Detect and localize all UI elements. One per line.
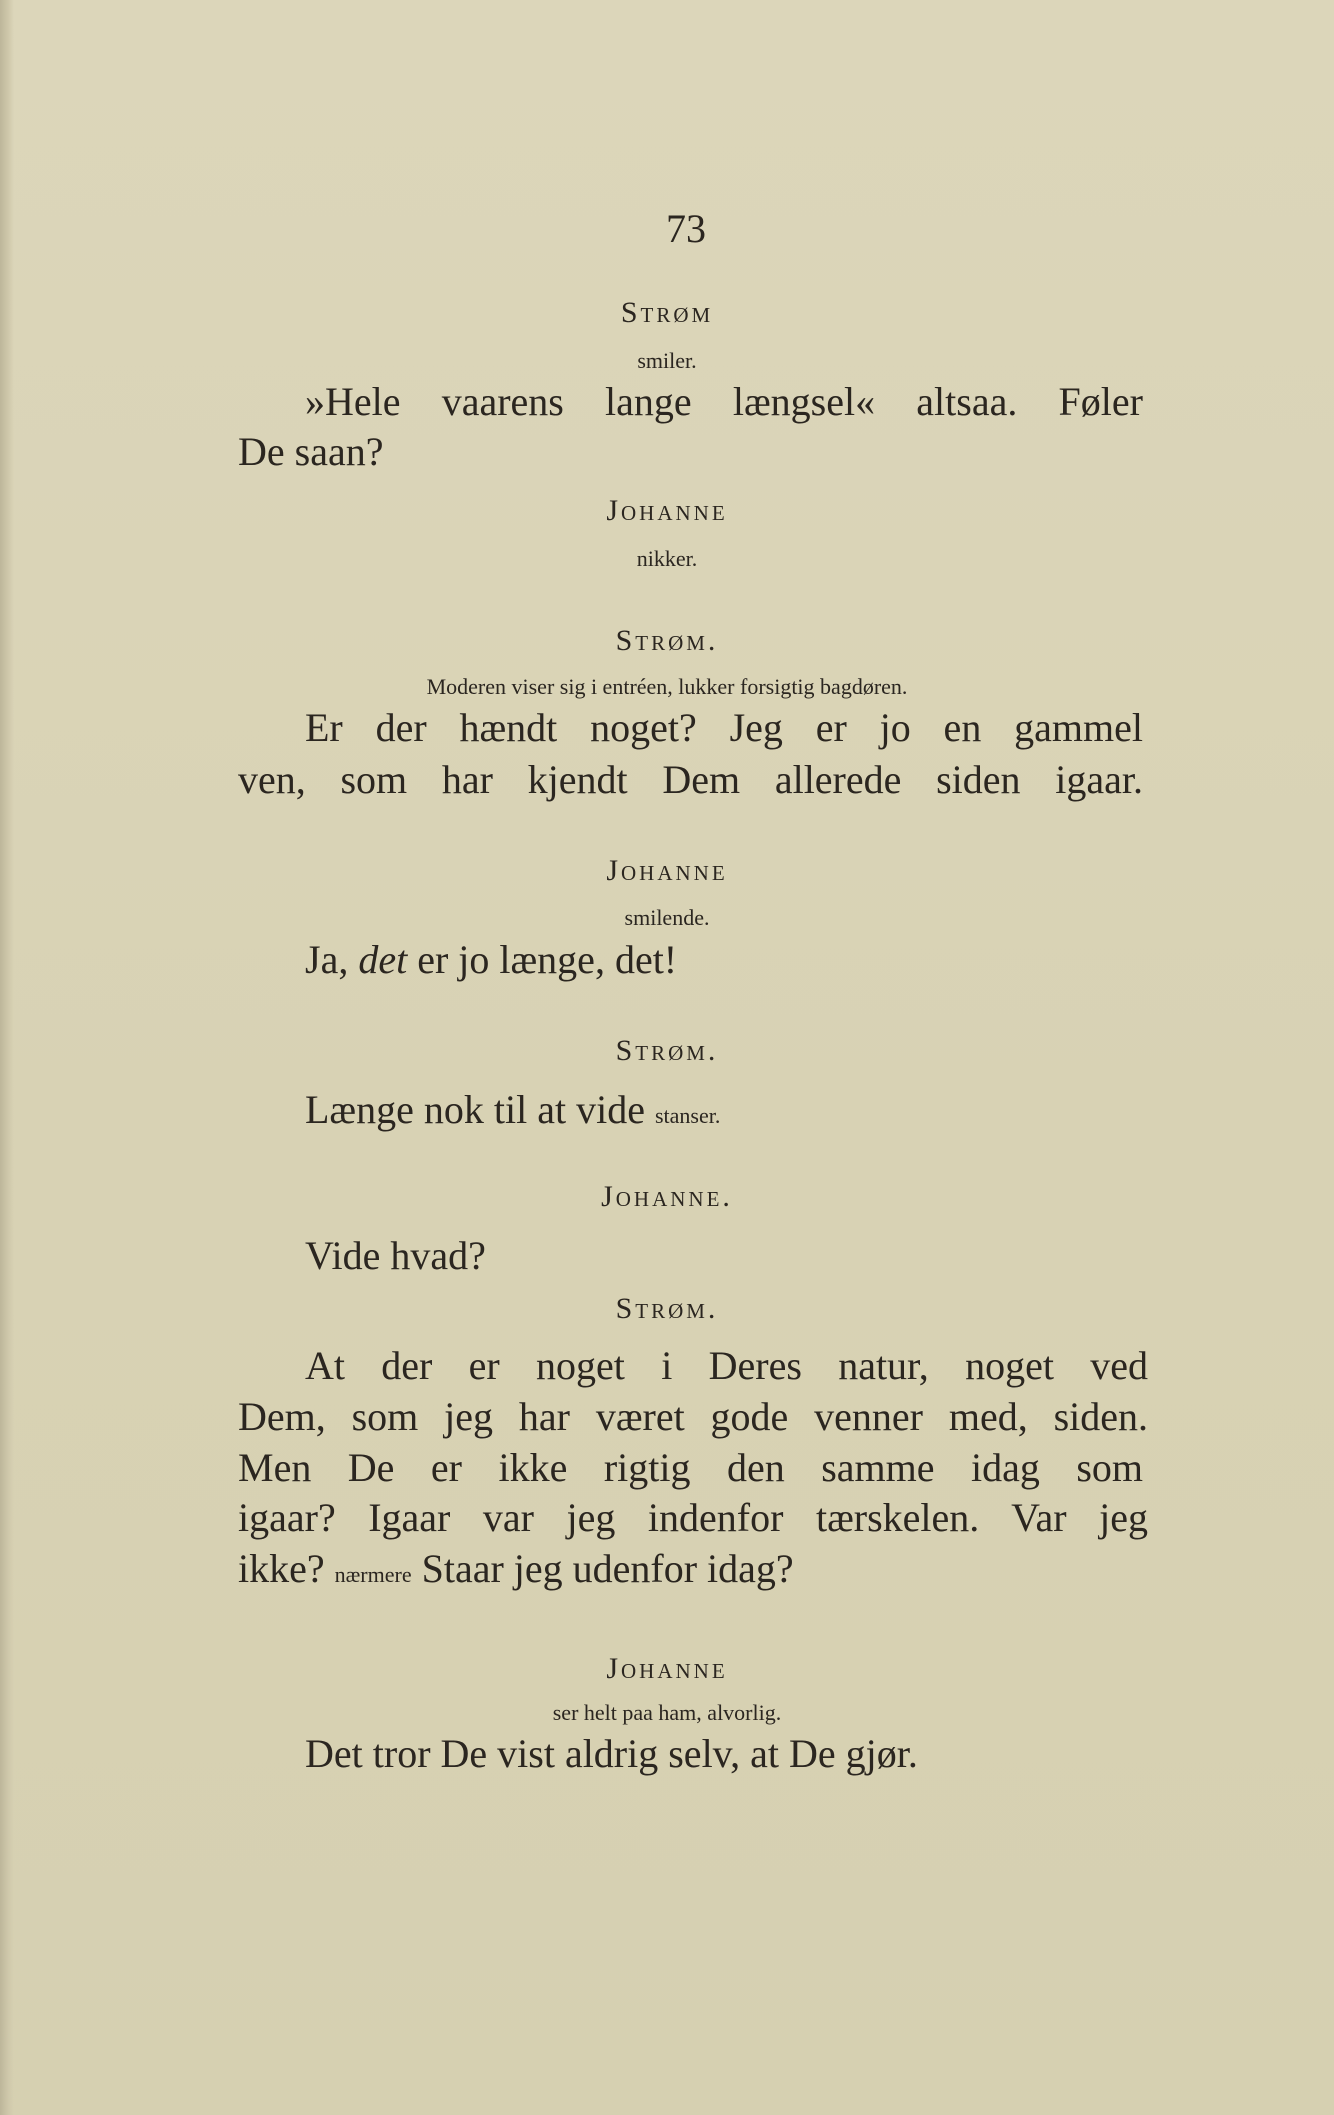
dialogue-line: igaar? Igaar var jeg indenfor tærskelen. Var jeg <box>238 1495 1148 1540</box>
speaker-name: Johanne <box>606 1652 728 1685</box>
dialogue-text: ikke? <box>238 1546 325 1591</box>
dialogue-text: Ja, <box>305 937 359 982</box>
dialogue-line: Dem, som jeg har været gode venner med, siden. <box>238 1394 1148 1439</box>
dialogue-line: Vide hvad? <box>305 1233 486 1278</box>
stage-direction: Moderen viser sig i entréen, lukker forsigtig bagdøren. <box>426 674 908 699</box>
stage-direction: smiler. <box>637 348 697 373</box>
speaker-name: Strøm. <box>615 624 719 657</box>
dialogue-text: Længe nok til at vide <box>305 1087 645 1132</box>
speaker-name: Strøm. <box>615 1034 719 1067</box>
stage-direction: nikker. <box>636 546 698 571</box>
stage-direction: ser helt paa ham, alvorlig. <box>552 1700 782 1725</box>
speaker-name: Johanne <box>606 494 728 527</box>
speaker-name: Johanne <box>606 854 728 887</box>
dialogue-line <box>238 1545 794 1592</box>
dialogue-text: Staar jeg udenfor idag? <box>421 1546 794 1591</box>
dialogue-line <box>305 1086 720 1133</box>
speaker-name: Strøm <box>620 296 714 329</box>
speaker-name: Strøm. <box>615 1292 719 1325</box>
speaker-name: Johanne. <box>601 1180 733 1213</box>
emphasized-word: det <box>358 937 408 982</box>
dialogue-line: At der er noget i Deres natur, noget ved <box>305 1343 1148 1388</box>
dialogue-line: ven, som har kjendt Dem allerede siden igaar. <box>238 757 1143 802</box>
dialogue-line: Det tror De vist aldrig selv, at De gjør. <box>305 1731 918 1776</box>
dialogue-text: er jo længe, det! <box>407 937 678 982</box>
dialogue-line: »Hele vaarens lange længsel« altsaa. Føler <box>305 379 1143 424</box>
dialogue-line <box>305 936 677 983</box>
dialogue-line: Er der hændt noget? Jeg er jo en gammel <box>305 705 1143 750</box>
inline-stage-direction: nærmere <box>334 1562 412 1587</box>
page-number: 73 <box>666 206 706 251</box>
dialogue-line: Men De er ikke rigtig den samme idag som <box>238 1445 1143 1490</box>
dialogue-line: De saan? <box>238 429 384 474</box>
inline-stage-direction: stanser. <box>654 1103 721 1128</box>
stage-direction: smilende. <box>624 905 710 930</box>
